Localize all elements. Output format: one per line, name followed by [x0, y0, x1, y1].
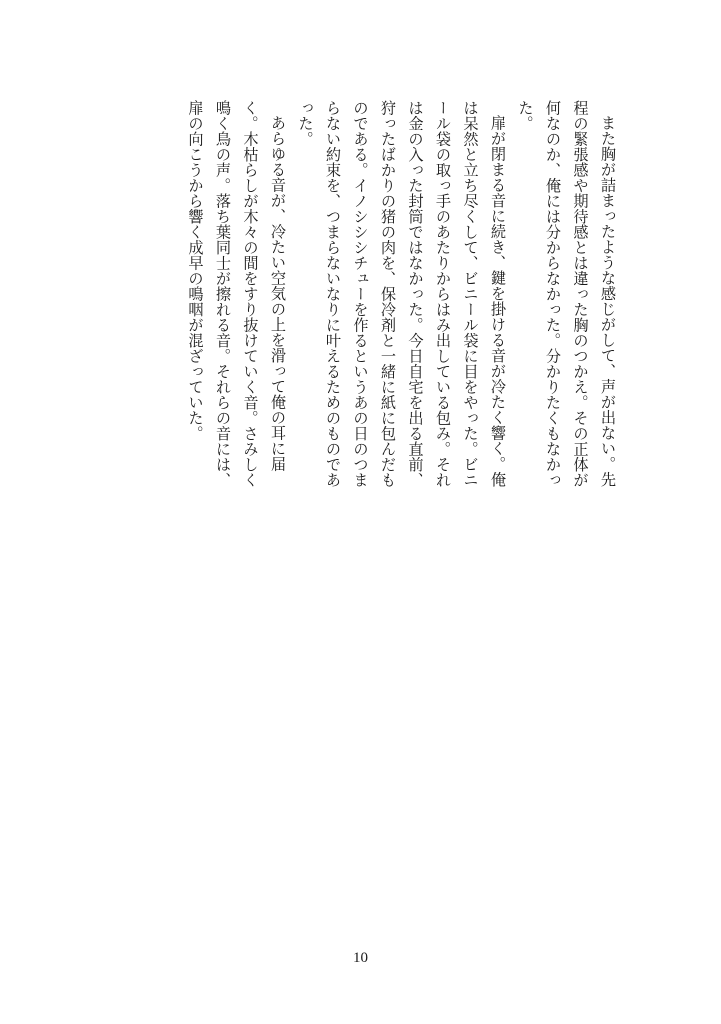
vertical-text-body: [181, 100, 621, 500]
page-number: 10: [353, 950, 368, 966]
paragraph-2: 扉が閉まる音に続き、鍵を掛ける音が冷たく響く。俺は呆然と立ち尽くして、ビニール袋に目をやった。ビニール袋の取っ手のあたりからはみ出している包み。それは金の入った封筒ではなかった。今日自宅を出る直前、狩ったばかりの猪の肉を、保冷剤と一緒に紙に包んだものである。イノシシシチューを作るというあの日のつまらない約束を、つまらないなりに叶えるためのものであった。: [296, 100, 507, 488]
paragraph-1: また胸が詰まったような感じがして、声が出ない。先程の緊張感や期待感とは違った胸のつかえ。その正体が何なのか、俺には分からなかった。分かりたくもなかった。: [516, 100, 617, 488]
paragraph-3: あらゆる音が、冷たい空気の上を滑って俺の耳に届く。木枯らしが木々の間をすり抜けていく音。さみしく鳴く鳥の声。落ち葉同士が擦れる音。それらの音には、扉の向こうから響く成早の鳴咽が混ざっていた。: [186, 100, 287, 488]
